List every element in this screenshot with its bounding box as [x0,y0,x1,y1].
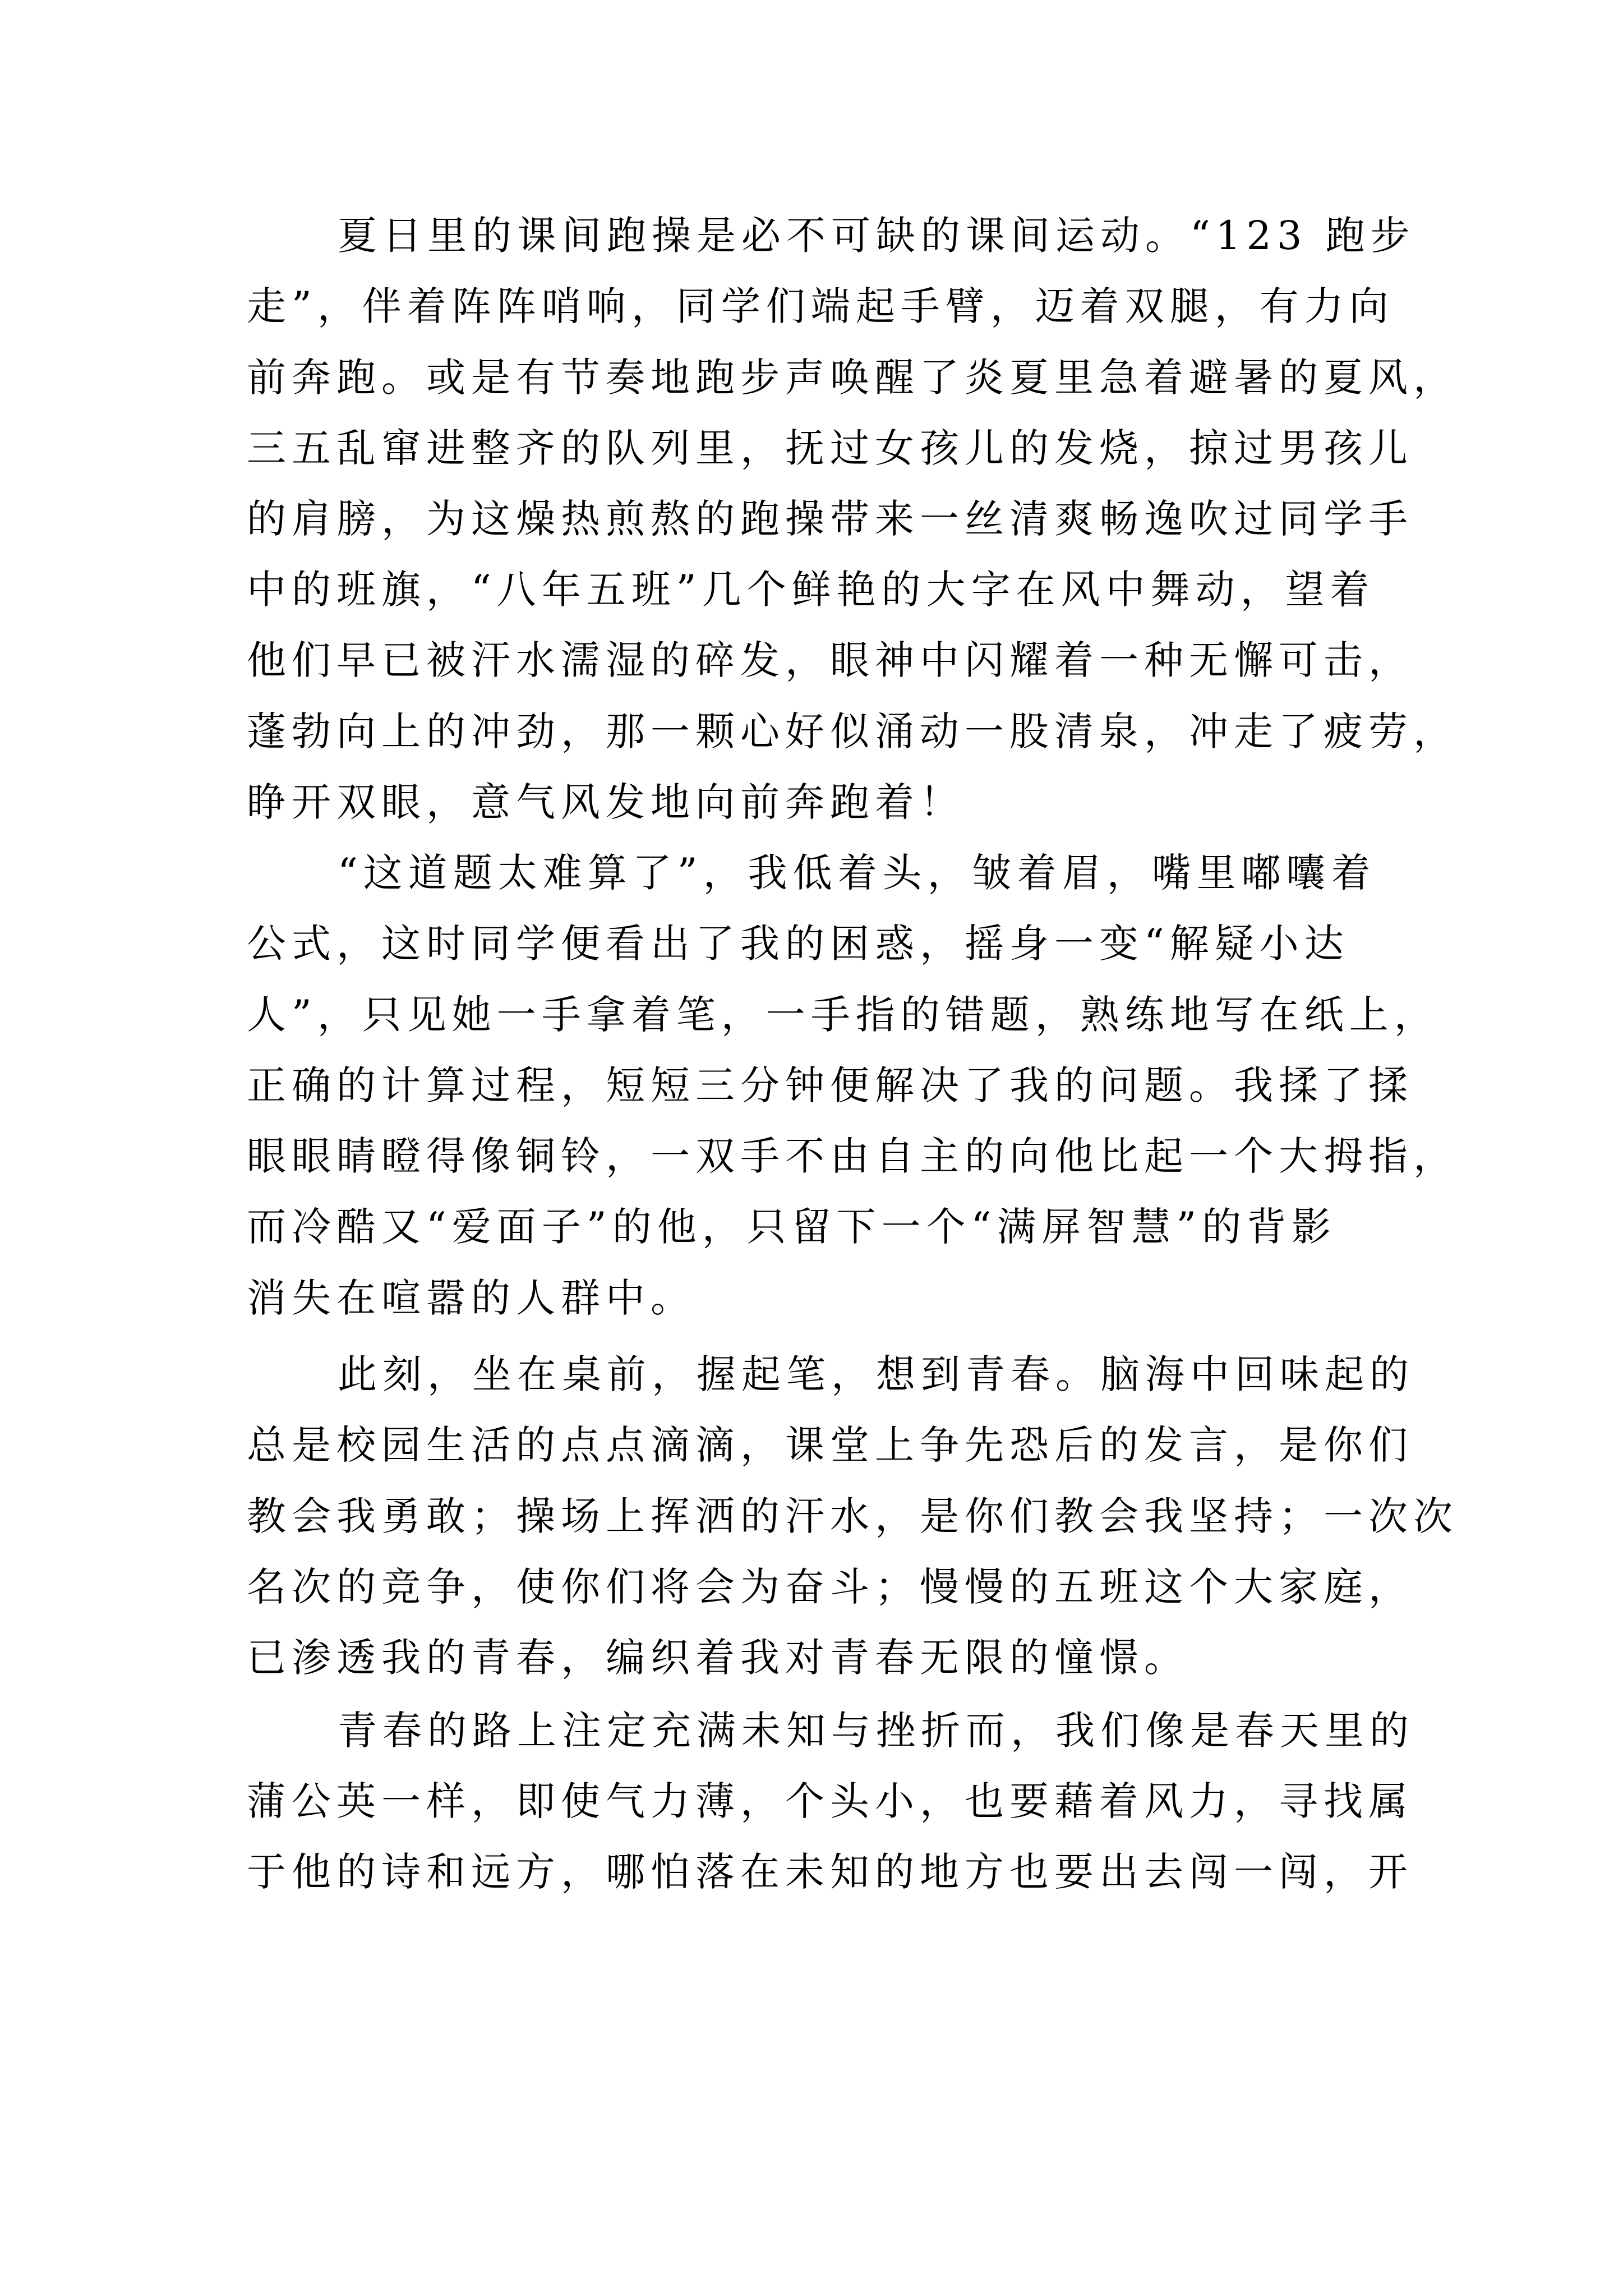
paragraph-4-line-2: 蒲公英一样，即使气力薄，个头小，也要藉着风力，寻找属 [247,1778,1413,1824]
paragraph-1-line-2: 走”，伴着阵阵哨响，同学们端起手臂，迈着双腿，有力向 [247,283,1394,329]
paragraph-1-line-7: 他们早已被汗水濡湿的碎发，眼神中闪耀着一种无懈可击， [247,637,1413,683]
paragraph-2-line-5: 眼眼睛瞪得像铜铃，一双手不由自主的向他比起一个大拇指， [247,1133,1458,1179]
paragraph-2-line-7: 消失在喧嚣的人群中。 [247,1275,695,1321]
paragraph-3-line-4: 名次的竞争，使你们将会为奋斗；慢慢的五班这个大家庭， [247,1564,1413,1610]
paragraph-1-line-8: 蓬勃向上的冲劲，那一颗心好似涌动一股清泉，冲走了疲劳， [247,708,1458,754]
paragraph-3-line-3: 教会我勇敢；操场上挥洒的汗水，是你们教会我坚持；一次次 [247,1493,1458,1539]
paragraph-1-line-1: 夏日里的课间跑操是必不可缺的课间运动。“123 跑步 [338,213,1415,259]
paragraph-3-line-5: 已渗透我的青春，编织着我对青春无限的憧憬。 [247,1635,1189,1681]
paragraph-1-line-4: 三五乱窜进整齐的队列里，抚过女孩儿的发烧，掠过男孩儿 [247,425,1413,471]
paragraph-3-line-2: 总是校园生活的点点滴滴，课堂上争先恐后的发言，是你们 [247,1422,1413,1468]
paragraph-4-line-3: 于他的诗和远方，哪怕落在未知的地方也要出去闯一闯，开 [247,1849,1413,1895]
paragraph-1-line-5: 的肩膀，为这燥热煎熬的跑操带来一丝清爽畅逸吹过同学手 [247,496,1413,542]
paragraph-1-line-3: 前奔跑。或是有节奏地跑步声唤醒了炎夏里急着避暑的夏风， [247,355,1458,401]
paragraph-2-line-6: 而冷酷又“爱面子”的他，只留下一个“满屏智慧”的背影 [247,1204,1337,1250]
paragraph-2-line-2: 公式，这时同学便看出了我的困惑，摇身一变“解疑小达 [247,921,1349,967]
paragraph-2-line-4: 正确的计算过程，短短三分钟便解决了我的问题。我揉了揉 [247,1062,1413,1108]
paragraph-4-line-1: 青春的路上注定充满未知与挫折而，我们像是春天里的 [338,1708,1414,1754]
paragraph-2-line-1: “这道题太难算了”，我低着头，皱着眉，嘴里嘟囔着 [338,850,1376,896]
paragraph-2-line-3: 人”，只见她一手拿着笔，一手指的错题，熟练地写在纸上， [247,992,1439,1038]
paragraph-1-line-6: 中的班旗，“八年五班”几个鲜艳的大字在风中舞动，望着 [247,567,1375,613]
paragraph-3-line-1: 此刻，坐在桌前，握起笔，想到青春。脑海中回味起的 [338,1351,1414,1397]
paragraph-1-line-9: 睁开双眼，意气风发地向前奔跑着！ [247,779,965,825]
